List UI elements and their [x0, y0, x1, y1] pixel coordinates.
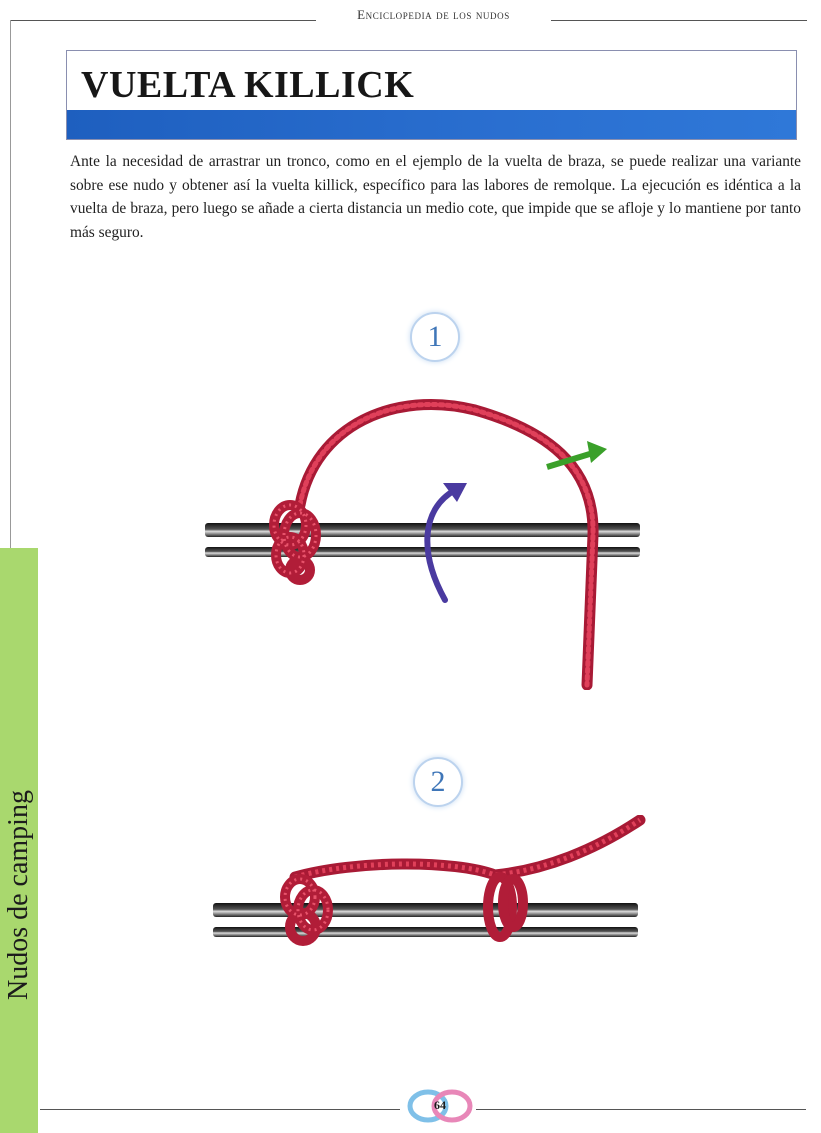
footer-rule-right: [476, 1109, 806, 1110]
pole-lower: [213, 927, 638, 937]
section-side-tab-label: Nudos de camping: [3, 790, 34, 1000]
title-accent-bar: [67, 110, 796, 139]
pole: [213, 903, 638, 917]
header-rule-right: [551, 20, 807, 21]
footer-rule-left: [40, 1109, 400, 1110]
header-rule-left: [10, 20, 316, 21]
direction-arrow-head: [587, 441, 607, 463]
margin-rule: [10, 20, 11, 550]
page-title: VUELTA KILLICK: [81, 64, 415, 106]
knot-step-1-illustration: [195, 385, 655, 690]
step-number-2: 2: [413, 757, 463, 807]
intro-paragraph: Ante la necesidad de arrastrar un tronco, como en el ejemplo de la vuelta de braza, se puede realizar una variante sobre ese nudo y obtener así la vuelta killick, específico para las labores de remolque. La ejecución es idéntica a la vuelta de braza, pero luego se añade a cierta distancia un medio cote, que impide que se afloje y lo mantiene por tanto más seguro.: [70, 153, 801, 241]
knot-step-2-illustration: [205, 815, 655, 950]
pole-lower: [205, 547, 640, 557]
page-number: 64: [434, 1098, 446, 1112]
step-number-1: 1: [410, 312, 460, 362]
running-header: Enciclopedia de los nudos: [357, 7, 510, 22]
title-block: [66, 50, 797, 140]
rotation-arrow: [427, 490, 455, 600]
